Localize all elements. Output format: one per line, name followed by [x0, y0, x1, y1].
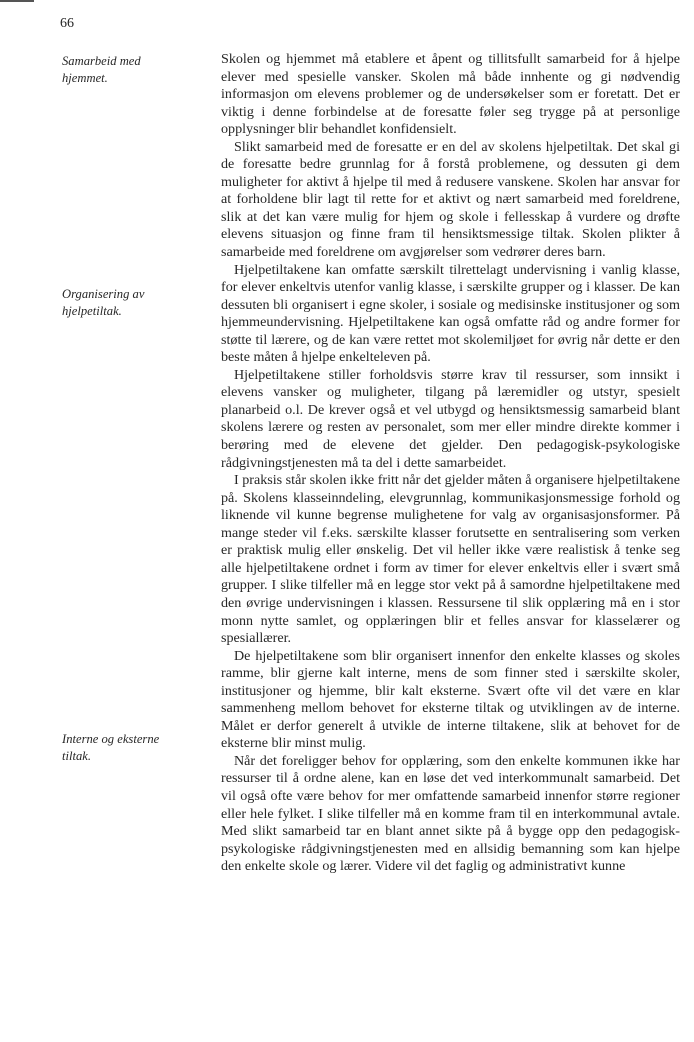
page-number: 66 [60, 16, 74, 31]
paragraph: Slikt samarbeid med de foresatte er en del av skolens hjelpetiltak. Det skal gi de foresatte bedre grunnlag for å forstå problemene, og dessuten gi dem muligheter for aktivt å hjelpe til med å redusere vanskene. Skolen har ansvar for at forholdene blir lagt til rette for et aktivt og nært samarbeid med foreldrene, slik at det kan være mulig for hjem og skole i fellesskap å vurdere og drøfte elevens situasjon og finne fram til hensiktsmessige tiltak. Skolen plikter å samarbeide med foreldrene om avgjørelser som vedrører deres barn. [221, 138, 680, 261]
margin-note-line: hjemmet. [62, 71, 108, 85]
paragraph: Hjelpetiltakene stiller forholdsvis større krav til ressurser, som innsikt i elevens vansker og muligheter, tilgang på læremidler og utstyr, spesielt planarbeid o.l. De krever også et vel utbygd og hensiktsmessig samarbeid blant skolens lærere og resten av personalet, som mer eller mindre direkte kommer i berøring med de elevene det gjelder. Den pedagogisk-psykologiske rådgivningstjenesten må ta del i dette samarbeidet. [221, 366, 680, 471]
paragraph: Skolen og hjemmet må etablere et åpent og tillitsfullt samarbeid for å hjelpe elever med spesielle vansker. Skolen må både innhente og gi nødvendig informasjon om elevens problemer og de undersøkelser som er foretatt. Det er viktig i denne forbindelse at de foresatte føler seg trygge på at personlige opplysninger blir behandlet konfidensielt. [221, 51, 680, 138]
paragraph: Hjelpetiltakene kan omfatte særskilt tilrettelagt undervisning i vanlig klasse, for elever enkeltvis utenfor vanlig klasse, i særskilte grupper og i klasser. De kan dessuten bli organisert i egne skoler, i sosiale og medisinske institusjoner og som hjemmeundervisning. Hjelpetiltakene kan også omfatte råd og andre former for støtte til lærere, og de kan være rettet mot skolemiljøet for øvrig når dette er den beste måten å hjelpe enkelteleven på. [221, 261, 680, 366]
paragraph: De hjelpetiltakene som blir organisert innenfor den enkelte klasses og skoles ramme, blir gjerne kalt interne, mens de som finner sted i særskilte skoler, institusjoner og hjemme, blir kalt eksterne. Svært ofte vil det være en klar sammenheng mellom behovet for eksterne tiltak og utviklingen av de interne. Målet er derfor generelt å utvikle de interne tiltakene, slik at behovet for de eksterne blir minst mulig. [221, 647, 680, 752]
paragraph: Når det foreligger behov for opplæring, som den enkelte kommunen ikke har ressurser til å ordne alene, kan en løse det ved interkommunalt samarbeid. Det vil også ofte være behov for mer omfattende samarbeid innenfor større regioner eller hele fylket. I slike tilfeller må en komme fram til en interkommunal avtale. Med slikt samarbeid tar en blant annet sikte på å bygge opp den pedagogisk-psykologiske rådgivningstjenesten med en allsidig bemanning som kan hjelpe den enkelte skole og lærer. Videre vil det faglig og administrativt kunne [221, 752, 680, 875]
margin-note-line: Samarbeid med [62, 54, 141, 68]
margin-note-samarbeid [62, 53, 202, 87]
margin-note-line: tiltak. [62, 749, 92, 763]
margin-note-interne [62, 731, 202, 765]
margin-note-line: Organisering av [62, 287, 145, 301]
body-text [221, 51, 680, 876]
paragraph: I praksis står skolen ikke fritt når det gjelder måten å organisere hjelpetiltakene på. Skolens klasseinndeling, elevgrunnlag, kommunikasjonsmessige forhold og liknende vil kunne begrense mulighetene for valg av organisasjonsformer. På mange steder vil f.eks. særskilte klasser forutsette en sentralisering som verken er praktisk mulig eller ønskelig. Det vil heller ikke være realistisk å tenke seg alle hjelpetiltakene ordnet i form av timer for elever enkeltvis eller i svært små grupper. I slike tilfeller må en legge stor vekt på å samordne hjelpetiltakene med den øvrige undervisningen i klassen. Ressursene til slik opplæring må en i stor monn nytte samlet, og opplæringen blir et felles ansvar for klasselærer og spesiallærer. [221, 472, 680, 647]
margin-note-organisering [62, 286, 202, 320]
margin-note-line: Interne og eksterne [62, 732, 160, 746]
top-edge-mark [0, 0, 34, 2]
margin-note-line: hjelpetiltak. [62, 304, 122, 318]
